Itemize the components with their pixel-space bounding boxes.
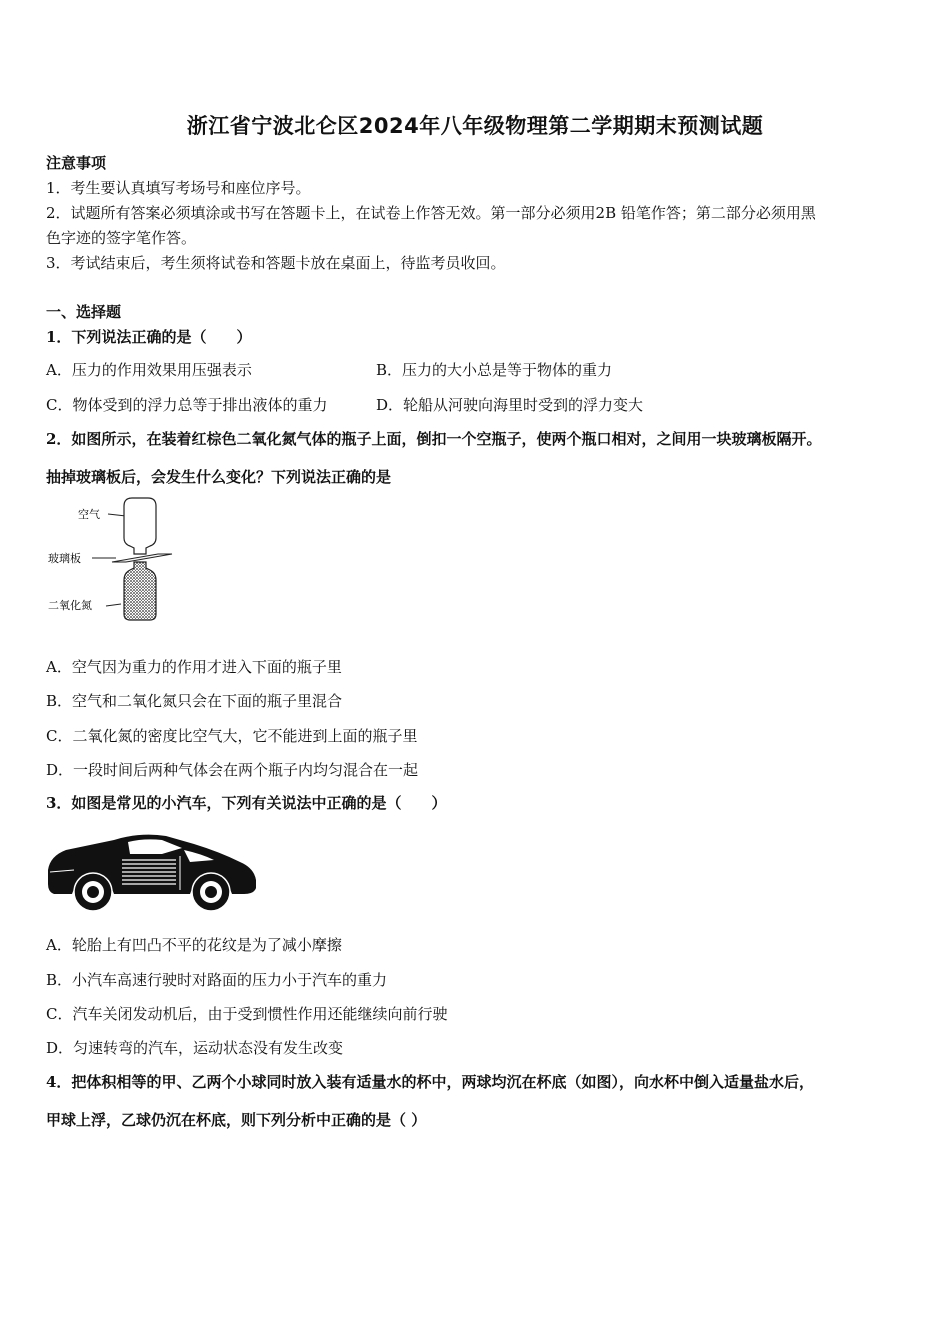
question-1-option-c: C．物体受到的浮力总等于排出液体的重力 bbox=[46, 396, 328, 414]
question-1-option-d: D．轮船从河驶向海里时受到的浮力变大 bbox=[376, 396, 644, 414]
bottles-diagram bbox=[46, 496, 196, 626]
question-2-option-d: D．一段时间后两种气体会在两个瓶子内均匀混合在一起 bbox=[46, 761, 419, 779]
question-3-option-b: B．小汽车高速行驶时对路面的压力小于汽车的重力 bbox=[46, 971, 388, 989]
question-4-stem: 4．把体积相等的甲、乙两个小球同时放入装有适量水的杯中，两球均沉在杯底（如图），向水杯中倒入适量盐水后， bbox=[46, 1073, 814, 1091]
question-3-option-c: C．汽车关闭发动机后，由于受到惯性作用还能继续向前行驶 bbox=[46, 1005, 448, 1023]
notice-item: 2．试题所有答案必须填涂或书写在答题卡上，在试卷上作答无效。第一部分必须用2B 铅笔作答；第二部分必须用黑 bbox=[46, 204, 816, 222]
notice-item: 1．考生要认真填写考场号和座位序号。 bbox=[46, 179, 311, 197]
car-figure bbox=[44, 826, 260, 914]
section-heading: 一、选择题 bbox=[46, 303, 122, 321]
question-1-option-b: B．压力的大小总是等于物体的重力 bbox=[376, 361, 613, 379]
question-3-stem: 3．如图是常见的小汽车，下列有关说法中正确的是（ ） bbox=[46, 794, 447, 812]
question-2-stem-cont: 抽掉玻璃板后，会发生什么变化？下列说法正确的是 bbox=[46, 468, 392, 486]
notice-heading: 注意事项 bbox=[46, 154, 107, 172]
notice-item: 3．考试结束后，考生须将试卷和答题卡放在桌面上，待监考员收回。 bbox=[46, 254, 506, 272]
question-2-stem: 2．如图所示，在装着红棕色二氧化氮气体的瓶子上面，倒扣一个空瓶子，使两个瓶口相对，之间用一块玻璃板隔开。 bbox=[46, 430, 822, 448]
question-2-option-c: C．二氧化氮的密度比空气大，它不能进到上面的瓶子里 bbox=[46, 727, 418, 745]
figure-label-air: 空气 bbox=[78, 508, 100, 521]
figure-label-no2: 二氧化氮 bbox=[48, 599, 92, 612]
page-title: 浙江省宁波北仑区2024年八年级物理第二学期期末预测试题 bbox=[186, 114, 764, 138]
question-4-stem-cont: 甲球上浮，乙球仍沉在杯底，则下列分析中正确的是（ ） bbox=[46, 1111, 427, 1129]
figure-label-glass: 玻璃板 bbox=[48, 552, 81, 565]
question-1-option-a: A．压力的作用效果用压强表示 bbox=[46, 361, 252, 379]
question-2-option-a: A．空气因为重力的作用才进入下面的瓶子里 bbox=[46, 658, 342, 676]
bottles-figure bbox=[46, 496, 196, 626]
notice-item: 色字迹的签字笔作答。 bbox=[46, 229, 197, 247]
question-2-option-b: B．空气和二氧化氮只会在下面的瓶子里混合 bbox=[46, 692, 343, 710]
question-1-stem: 1．下列说法正确的是（ ） bbox=[46, 328, 252, 346]
question-3-option-a: A．轮胎上有凹凸不平的花纹是为了减小摩擦 bbox=[46, 936, 342, 954]
car-illustration bbox=[44, 826, 260, 914]
question-3-option-d: D．匀速转弯的汽车，运动状态没有发生改变 bbox=[46, 1039, 344, 1057]
